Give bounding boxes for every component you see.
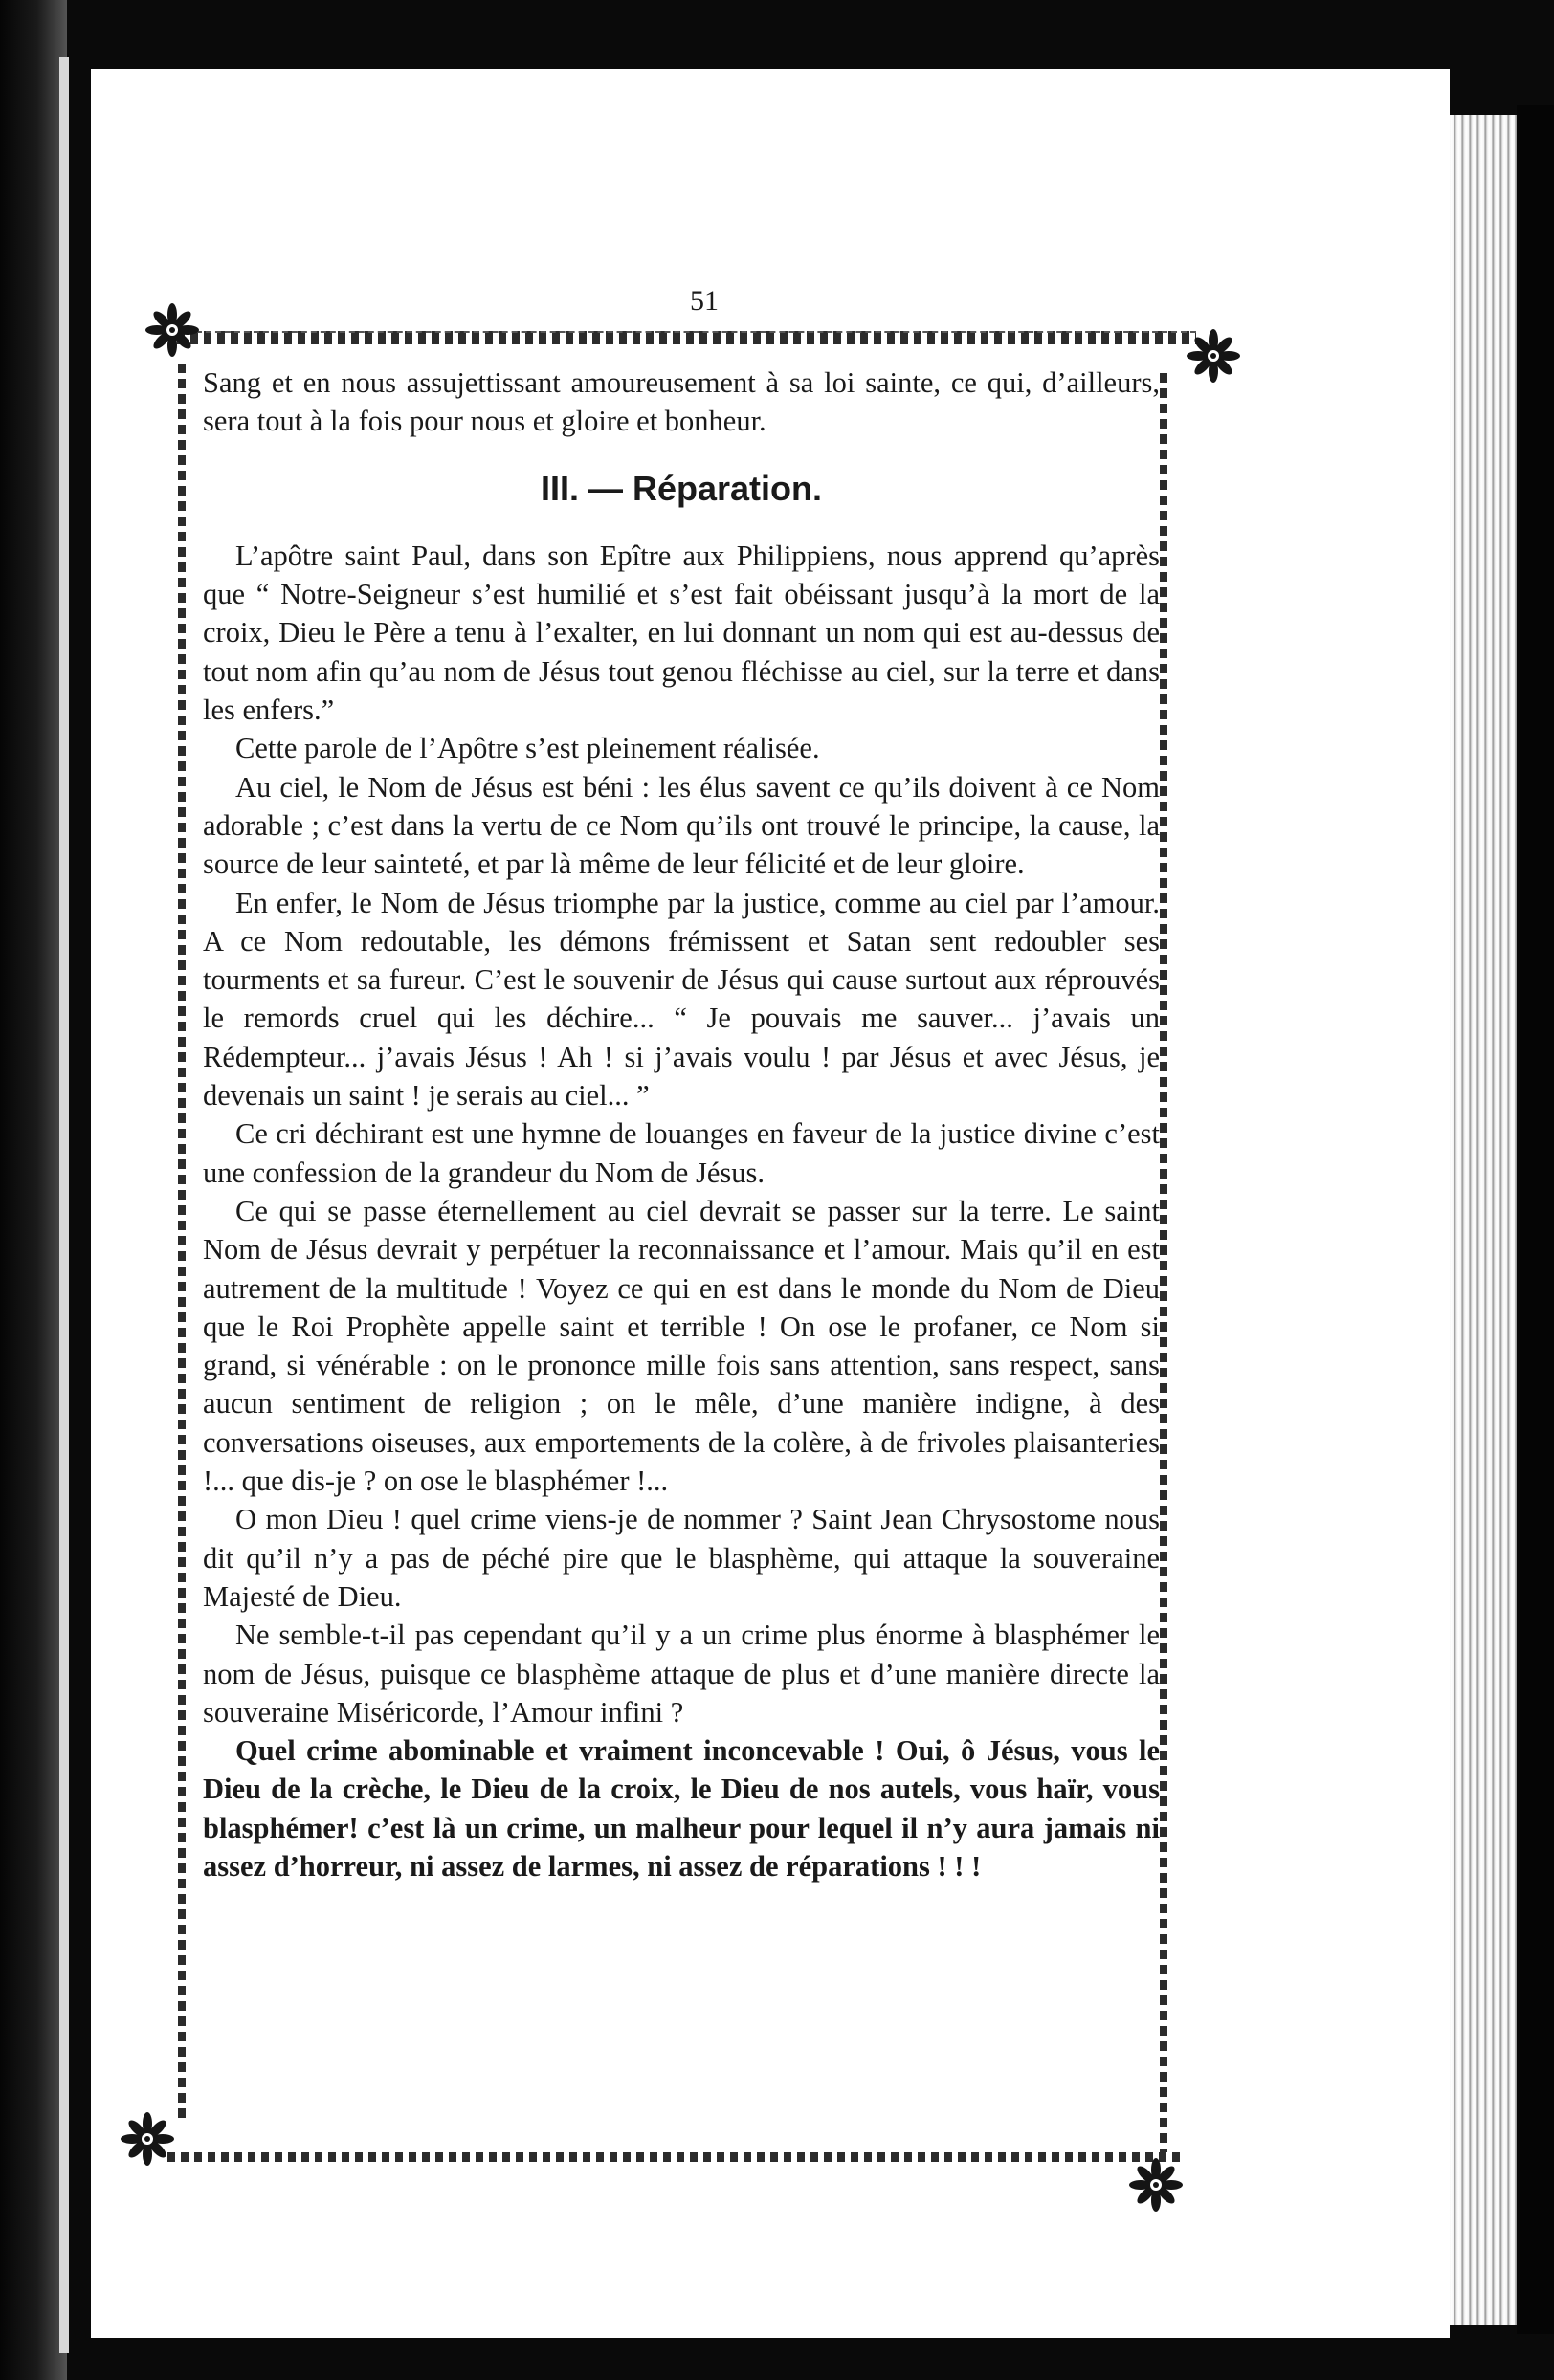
ornamental-border-left — [178, 364, 186, 2124]
paragraph: Cette parole de l’Apôtre s’est pleinement réalisée. — [235, 732, 820, 765]
ornamental-border-top — [177, 331, 1196, 344]
paragraph: Sang et en nous assujettissant amoureusement à sa loi sainte, ce qui, d’ailleurs, sera tout à la fois pour nous et gloire et bonheur. — [203, 366, 1160, 438]
book-binding — [0, 0, 67, 2380]
body-text — [203, 364, 1160, 1885]
paragraph: Ce cri déchirant est une hymne de louanges en faveur de la justice divine c’est une confession de la grandeur du Nom de Jésus. — [203, 1117, 1160, 1189]
paragraph: O mon Dieu ! quel crime viens-je de nommer ? Saint Jean Chrysostome nous dit qu’il n’y a pas de péché pire que le blasphème, qui attaque la souveraine Majesté de Dieu. — [203, 1503, 1160, 1613]
flower-ornament-icon — [119, 2110, 176, 2168]
ornamental-border-right — [1160, 373, 1167, 2152]
paragraph: Ce qui se passe éternellement au ciel devrait se passer sur la terre. Le saint Nom de Jésus devrait y perpétuer la reconnaissance et l’amour. Mais qu’il en est autrement de la multitude ! Voyez ce qui en est dans le monde du Nom de Dieu que le Roi Prophète appelle saint et terrible ! On ose le profaner, ce Nom si grand, si vénérable : on le prononce mille fois sans attention, sans respect, sans aucun sentiment de religion ; on le mêle, d’une manière indigne, à des conversations oiseuses, aux emportements de la colère, à de frivoles plaisanteries !... que dis-je ? on ose le blasphémer !... — [203, 1194, 1160, 1498]
background-edge — [1517, 105, 1554, 2334]
ornamental-border-bottom — [167, 2152, 1182, 2162]
paragraph: Ne semble-t-il pas cependant qu’il y a un crime plus énorme à blasphémer le nom de Jésus, puisque ce blasphème attaque de plus et d’une manière directe la souveraine Miséricorde, l’Amour infini ? — [203, 1619, 1160, 1729]
paragraph: Quel crime abominable et vraiment inconcevable ! Oui, ô Jésus, vous le Dieu de la crèche, le Dieu de la croix, le Dieu de nos autels, vous haïr, vous blasphémer! c’est là un crime, un malheur pour lequel il n’y aura jamais ni assez d’horreur, ni assez de larmes, ni assez de réparations ! ! ! — [203, 1734, 1160, 1883]
page-number: 51 — [690, 285, 719, 317]
flower-ornament-icon — [144, 301, 201, 359]
flower-ornament-icon — [1185, 327, 1242, 385]
paragraph: Au ciel, le Nom de Jésus est béni : les élus savent ce qu’ils doivent à ce Nom adorable ; c’est dans la vertu de ce Nom qu’ils ont trouvé le principe, la cause, la source de leur sainteté, et par là même de leur félicité et de leur gloire. — [203, 770, 1160, 881]
flower-ornament-icon — [1127, 2156, 1185, 2214]
section-heading: III. — Réparation. — [540, 468, 823, 508]
paragraph: En enfer, le Nom de Jésus triomphe par la justice, comme au ciel par l’amour. A ce Nom redoutable, les démons frémissent et Satan sent redoubler ses tourments et sa fureur. C’est le souvenir de Jésus qui cause surtout aux réprouvés le remords cruel qui les déchire... “ Je pouvais me sauver... j’avais un Rédempteur... j’avais Jésus ! Ah ! si j’avais voulu ! par Jésus et avec Jésus, je devenais un saint ! je serais au ciel... ” — [203, 886, 1160, 1113]
paragraph: L’apôtre saint Paul, dans son Epître aux Philippiens, nous apprend qu’après que “ Notre-Seigneur s’est humilié et s’est fait obéissant jusqu’à la mort de la croix, Dieu le Père a tenu à l’exalter, en lui donnant un nom qui est au-dessus de tout nom afin qu’au nom de Jésus tout genou fléchisse au ciel, sur la terre et dans les enfers.” — [203, 539, 1160, 727]
